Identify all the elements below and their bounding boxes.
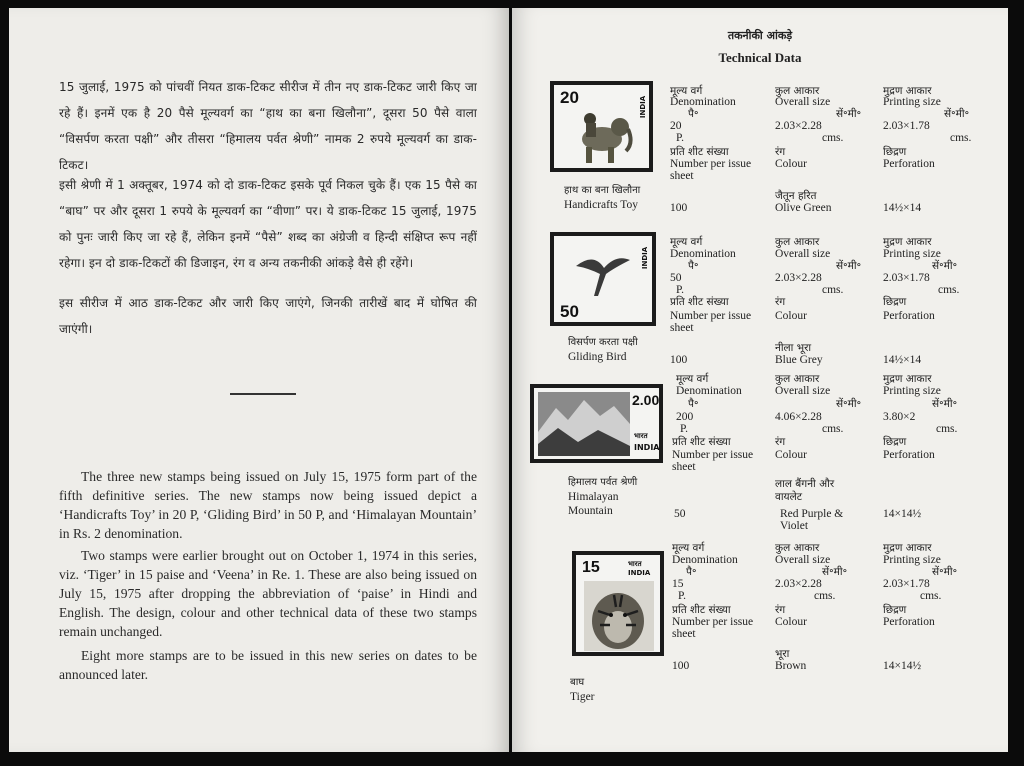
label: छिद्रण <box>883 604 907 616</box>
stamp-gliding-bird <box>550 232 656 326</box>
stamp-value: 15 <box>582 559 600 576</box>
label: cms. <box>920 590 942 602</box>
label: सें॰मी॰ <box>836 260 862 272</box>
label: Denomination <box>676 385 742 397</box>
caption-english: Handicrafts Toy <box>564 199 639 211</box>
stamp-tiger <box>572 551 664 656</box>
stamp-country: INDIA <box>628 569 651 577</box>
overall-size-value: 4.06×2.28 <box>775 411 822 423</box>
label: सें॰मी॰ <box>932 398 958 410</box>
label: Overall size <box>775 248 831 260</box>
label: प्रति शीट संख्या <box>672 604 731 616</box>
label: छिद्रण <box>883 146 907 158</box>
label: रंग <box>775 436 786 448</box>
overall-size-value: 2.03×2.28 <box>775 272 822 284</box>
label: Overall size <box>775 554 831 566</box>
label: cms. <box>814 590 836 602</box>
label: रंग <box>775 296 786 308</box>
perforation-value: 14½×14 <box>883 202 922 214</box>
colour-value: Olive Green <box>775 202 832 214</box>
label: cms. <box>822 284 844 296</box>
section-divider <box>230 393 296 395</box>
stamp-caption-3 <box>568 476 637 518</box>
technical-data-title-hindi: तकनीकी आंकड़े <box>727 29 793 42</box>
overall-size-value: 2.03×2.28 <box>775 578 822 590</box>
label: मुद्रण आकार <box>883 542 932 554</box>
technical-data-title: Technical Data <box>718 50 802 65</box>
label: sheet <box>670 322 694 334</box>
label: Perforation <box>883 310 935 322</box>
label: cms. <box>950 132 972 144</box>
mountain-icon <box>538 392 630 456</box>
label: P. <box>676 284 684 296</box>
label: सें॰मी॰ <box>944 108 970 120</box>
label: Overall size <box>775 96 831 108</box>
printing-size-value: 2.03×1.78 <box>883 272 930 284</box>
label: Overall size <box>775 385 831 397</box>
sheet-value: 100 <box>670 202 688 214</box>
colour-hindi: जैतून हरित <box>775 190 817 202</box>
label: पै॰ <box>686 566 697 578</box>
label: सें॰मी॰ <box>822 566 848 578</box>
stamp-value: 20 <box>560 88 579 107</box>
label: Number per issue <box>670 310 752 322</box>
label: सें॰मी॰ <box>932 260 958 272</box>
label: Denomination <box>670 248 736 260</box>
hindi-paragraph-1: 15 जुलाई, 1975 को पांचवीं नियत डाक-टिकट सीरीज में तीन नए डाक-टिकट जारी किए जा रहे हैं। इनमें एक है 20 पैसे मूल्यवर्ग का “हाथ का बना खिलौना”, दूसरा 50 पैसे वाला “विसर्पण करता पक्षी” और तीसरा “हिमालय पर्वत श्रेणी” नामक 2 रुपये मूल्यवर्ग का डाक-टिकट। <box>59 80 477 172</box>
denomination-value: 200 <box>676 411 694 423</box>
perforation-value: 14×14½ <box>883 508 922 520</box>
caption-hindi: बाघ <box>570 677 585 688</box>
label: Printing size <box>883 248 941 260</box>
label: प्रति शीट संख्या <box>670 146 729 158</box>
colour-value: Brown <box>775 660 807 672</box>
label: मूल्य वर्ग <box>672 542 705 554</box>
stamp-country-hindi: भारत <box>634 432 648 440</box>
label: Perforation <box>883 158 935 170</box>
right-page <box>512 8 1008 752</box>
label: Denomination <box>670 96 736 108</box>
denomination-value: 15 <box>672 578 684 590</box>
label: sheet <box>672 628 696 640</box>
label: मुद्रण आकार <box>883 85 932 97</box>
label: छिद्रण <box>883 296 907 308</box>
stamp-himalayan-mountain <box>530 384 663 463</box>
label: P. <box>676 132 684 144</box>
hindi-paragraph-2: इसी श्रेणी में 1 अक्तूबर, 1974 को दो डाक-टिकट इसके पूर्व निकल चुके हैं। एक 15 पैसे का “बाघ” पर और दूसरा 1 रुपये के मूल्यवर्ग का “वीणा” पर। ये डाक-टिकट 15 जुलाई, 1975 को पुनः जारी किए जा रहे हैं, लेकिन इनमें “पैसे” शब्द का अंग्रेजी व हिन्दी संक्षिप्त रूप नहीं रहेगा। इन दो डाक-टिकटों की डिजाइन, रंग व अन्य तकनीकी आंकड़े वैसे ही रहेंगे। <box>59 178 477 270</box>
label: Colour <box>775 310 807 322</box>
perforation-value: 14×14½ <box>883 660 922 672</box>
label: Denomination <box>672 554 738 566</box>
label: Colour <box>775 449 807 461</box>
label: P. <box>678 590 686 602</box>
caption-english: Gliding Bird <box>568 351 627 363</box>
label: कुल आकार <box>775 85 820 97</box>
colour-hindi: लाल बैंगनी और <box>775 478 835 490</box>
sheet-value: 100 <box>672 660 690 672</box>
caption-english: Himalayan <box>568 491 619 503</box>
sheet-value: 100 <box>670 354 688 366</box>
label: प्रति शीट संख्या <box>672 436 731 448</box>
label: cms. <box>936 423 958 435</box>
colour-hindi: नीला भूरा <box>775 342 812 354</box>
stamp-value: 50 <box>560 302 579 321</box>
stamp-handicrafts-toy <box>550 81 653 172</box>
label: Printing size <box>883 554 941 566</box>
stamp-country: INDIA <box>639 95 648 119</box>
stamp-caption-1 <box>564 184 640 212</box>
label: P. <box>680 423 688 435</box>
label: कुल आकार <box>775 373 820 385</box>
label: पै॰ <box>688 260 699 272</box>
left-page <box>9 8 509 752</box>
label: रंग <box>775 604 786 616</box>
label: छिद्रण <box>883 436 907 448</box>
hindi-paragraph-3: इस सीरीज में आठ डाक-टिकट और जारी किए जाएंगे, जिनकी तारीखें बाद में घोषित की जाएंगी। <box>59 296 477 336</box>
denomination-value: 20 <box>670 120 682 132</box>
label: Number per issue <box>670 158 752 170</box>
tiger-icon <box>584 581 654 651</box>
stamp-caption-4 <box>570 676 595 704</box>
stamp-caption-2 <box>568 336 638 364</box>
colour-value: Violet <box>780 520 809 532</box>
label: मूल्य वर्ग <box>676 373 709 385</box>
label: मुद्रण आकार <box>883 373 932 385</box>
label: Number per issue <box>672 449 754 461</box>
label: मूल्य वर्ग <box>670 236 703 248</box>
toy-elephant-icon <box>572 103 636 167</box>
label: cms. <box>938 284 960 296</box>
english-paragraph-2: Two stamps were earlier brought out on October 1, 1974 in this series, viz. ‘Tiger’ in 15 paise and ‘Veena’ in Re. 1. These are also being issued on July 15, 1975 after dropping the abbreviation of ‘paise’ in Hindi and English. The design, colour and other technical data of these two stamps remain unchanged. <box>59 548 477 639</box>
caption-hindi: हाथ का बना खिलौना <box>564 185 641 196</box>
label: cms. <box>822 423 844 435</box>
english-paragraph-1: The three new stamps being issued on July 15, 1975 form part of the fifth definitive series. The new stamps now being issued depict a ‘Handicrafts Toy’ in 20 P, ‘Gliding Bird’ in 50 P, and ‘Himalayan Mountain’ in Rs. 2 denomination. <box>59 469 477 541</box>
printing-size-value: 2.03×1.78 <box>883 120 930 132</box>
caption-english: Tiger <box>570 691 595 703</box>
label: मूल्य वर्ग <box>670 85 703 97</box>
caption-english: Mountain <box>568 505 613 517</box>
label: Number per issue <box>672 616 754 628</box>
label: प्रति शीट संख्या <box>670 296 729 308</box>
stamp-value: 2.00 <box>632 392 660 408</box>
label: कुल आकार <box>775 236 820 248</box>
label: sheet <box>672 461 696 473</box>
label: Colour <box>775 158 807 170</box>
label: सें॰मी॰ <box>932 566 958 578</box>
stamp-country: INDIA <box>634 443 660 452</box>
printing-size-value: 3.80×2 <box>883 411 916 423</box>
bird-icon <box>570 246 634 302</box>
label: कुल आकार <box>775 542 820 554</box>
caption-hindi: विसर्पण करता पक्षी <box>568 337 638 348</box>
colour-value: Red Purple & <box>780 508 844 520</box>
overall-size-value: 2.03×2.28 <box>775 120 822 132</box>
stamp-country: INDIA <box>641 246 650 270</box>
colour-value: Blue Grey <box>775 354 823 366</box>
label: सें॰मी॰ <box>836 398 862 410</box>
label: मुद्रण आकार <box>883 236 932 248</box>
label: Perforation <box>883 449 935 461</box>
perforation-value: 14½×14 <box>883 354 922 366</box>
caption-hindi: हिमालय पर्वत श्रेणी <box>568 477 638 488</box>
sheet-value: 50 <box>674 508 686 520</box>
label: सें॰मी॰ <box>836 108 862 120</box>
label: रंग <box>775 146 786 158</box>
stamp-country-hindi: भारत <box>628 560 642 568</box>
label: पै॰ <box>688 108 699 120</box>
label: Perforation <box>883 616 935 628</box>
printing-size-value: 2.03×1.78 <box>883 578 930 590</box>
denomination-value: 50 <box>670 272 682 284</box>
label: sheet <box>670 170 694 182</box>
label: Colour <box>775 616 807 628</box>
label: Printing size <box>883 96 941 108</box>
colour-hindi: वायलेट <box>775 491 803 503</box>
label: पै॰ <box>688 398 699 410</box>
label: cms. <box>822 132 844 144</box>
label: Printing size <box>883 385 941 397</box>
english-paragraph-3: Eight more stamps are to be issued in this new series on dates to be announced later. <box>59 648 477 682</box>
colour-hindi: भूरा <box>775 648 790 660</box>
